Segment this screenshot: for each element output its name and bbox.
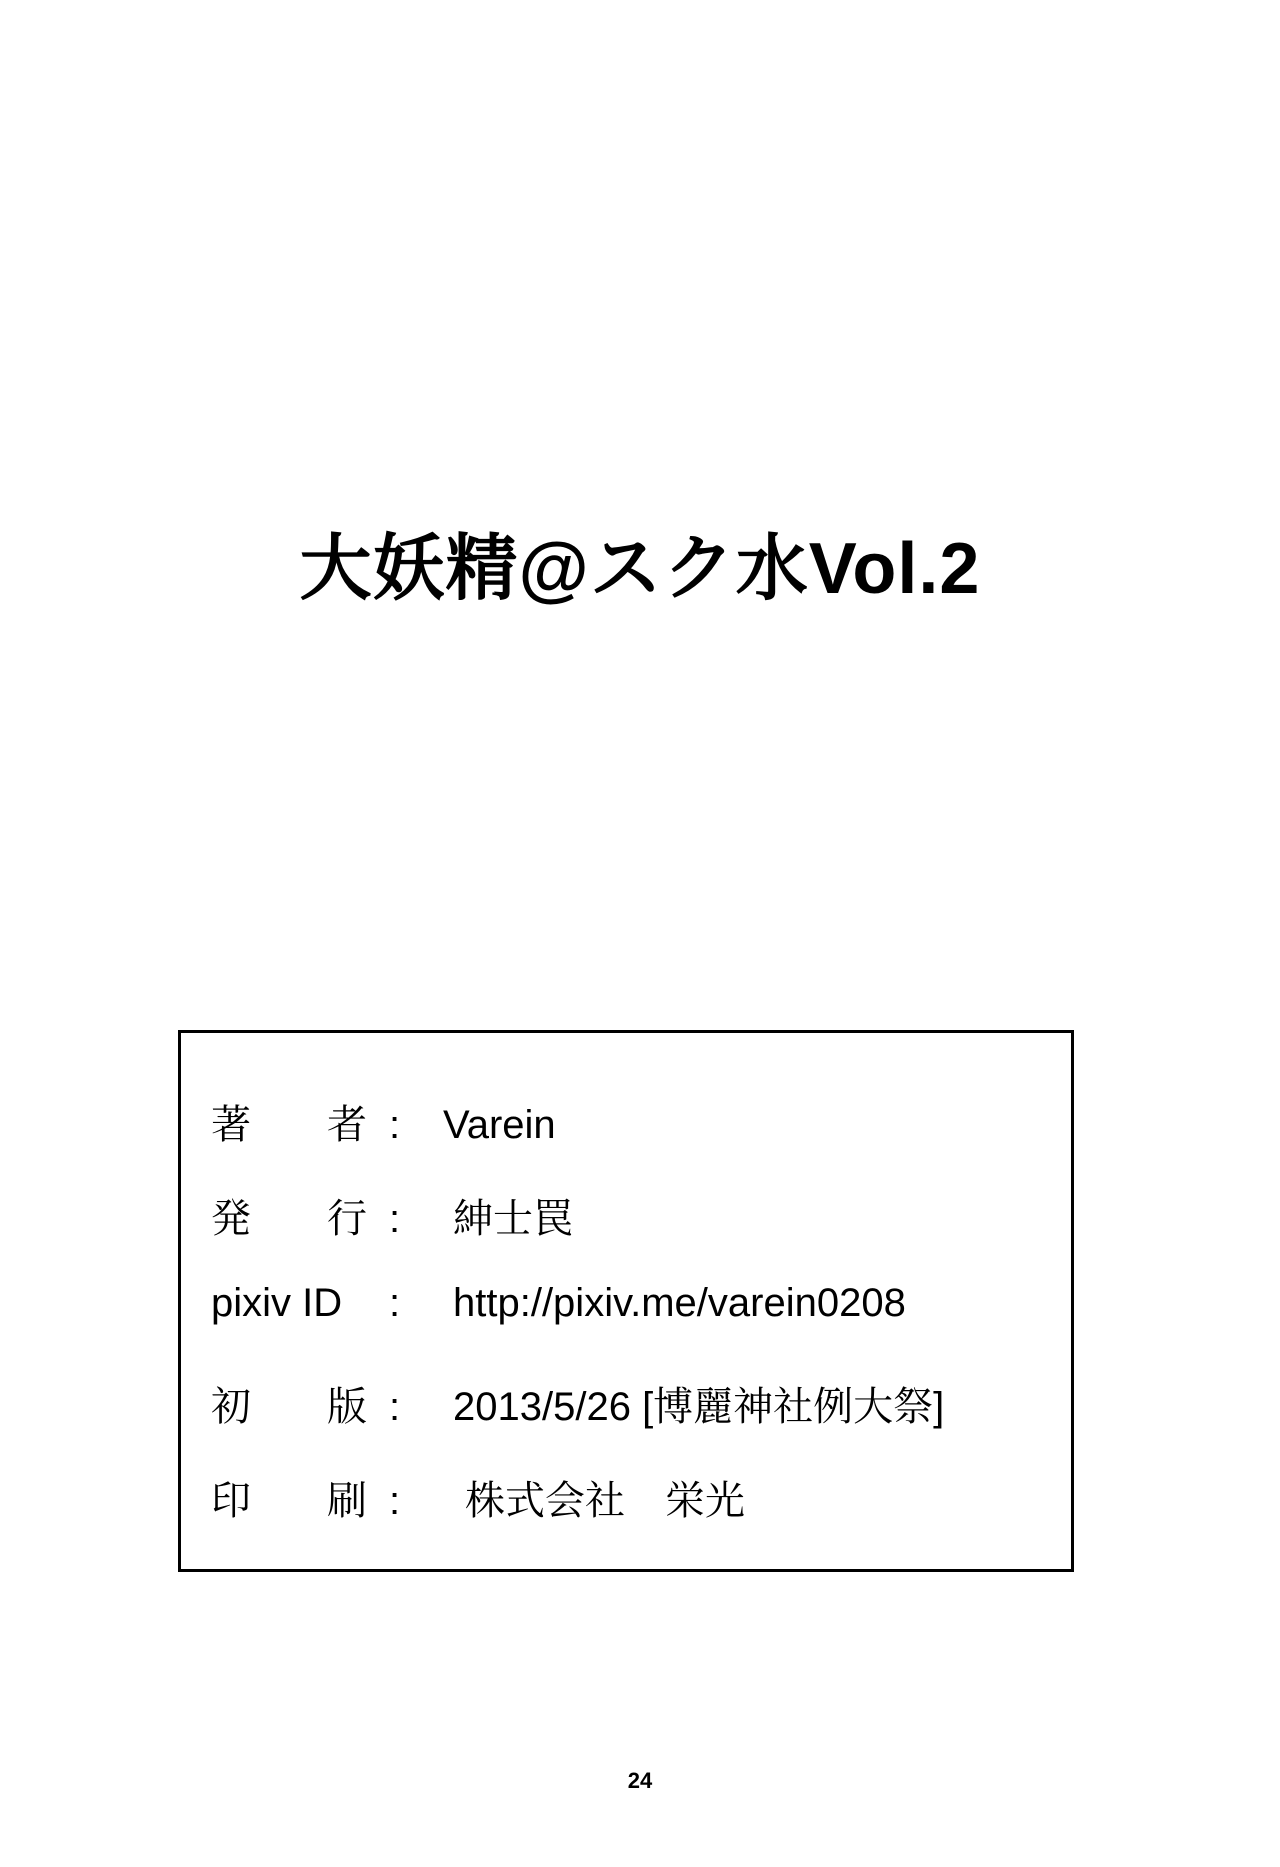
- colophon-label-pixiv-id: pixiv ID: [211, 1281, 343, 1325]
- colophon-row-printer: [211, 1469, 1071, 1563]
- page-number: 24: [627, 1768, 653, 1793]
- colophon-value-pixiv-id[interactable]: http://pixiv.me/varein0208: [453, 1281, 906, 1325]
- colophon-label-first-edition: 初 版: [211, 1385, 385, 1429]
- colophon-value-author: Varein: [443, 1103, 556, 1147]
- colophon-label-printer: 印 刷: [211, 1479, 385, 1523]
- colophon-row-author: [211, 1093, 1071, 1187]
- colophon-row-first-edition: [211, 1375, 1071, 1469]
- colophon-colon: :: [389, 1103, 401, 1147]
- colophon-value-publisher: 紳士罠: [453, 1197, 573, 1241]
- colophon-colon: :: [389, 1479, 401, 1523]
- colophon-list: [181, 1033, 1071, 1563]
- colophon-label-publisher: 発 行: [211, 1197, 385, 1241]
- colophon-value-printer: 株式会社 栄光: [465, 1479, 745, 1523]
- colophon-colon: :: [389, 1385, 401, 1429]
- colophon-row-pixiv-id: [211, 1281, 1071, 1375]
- colophon-value-first-edition: 2013/5/26 [博麗神社例大祭]: [453, 1385, 945, 1429]
- page-title: 大妖精@スク水Vol.2: [299, 529, 981, 609]
- colophon-box: [178, 1030, 1074, 1572]
- colophon-colon: :: [389, 1197, 401, 1241]
- colophon-label-author: 著 者: [211, 1103, 385, 1147]
- colophon-row-publisher: [211, 1187, 1071, 1281]
- colophon-colon: :: [389, 1281, 401, 1325]
